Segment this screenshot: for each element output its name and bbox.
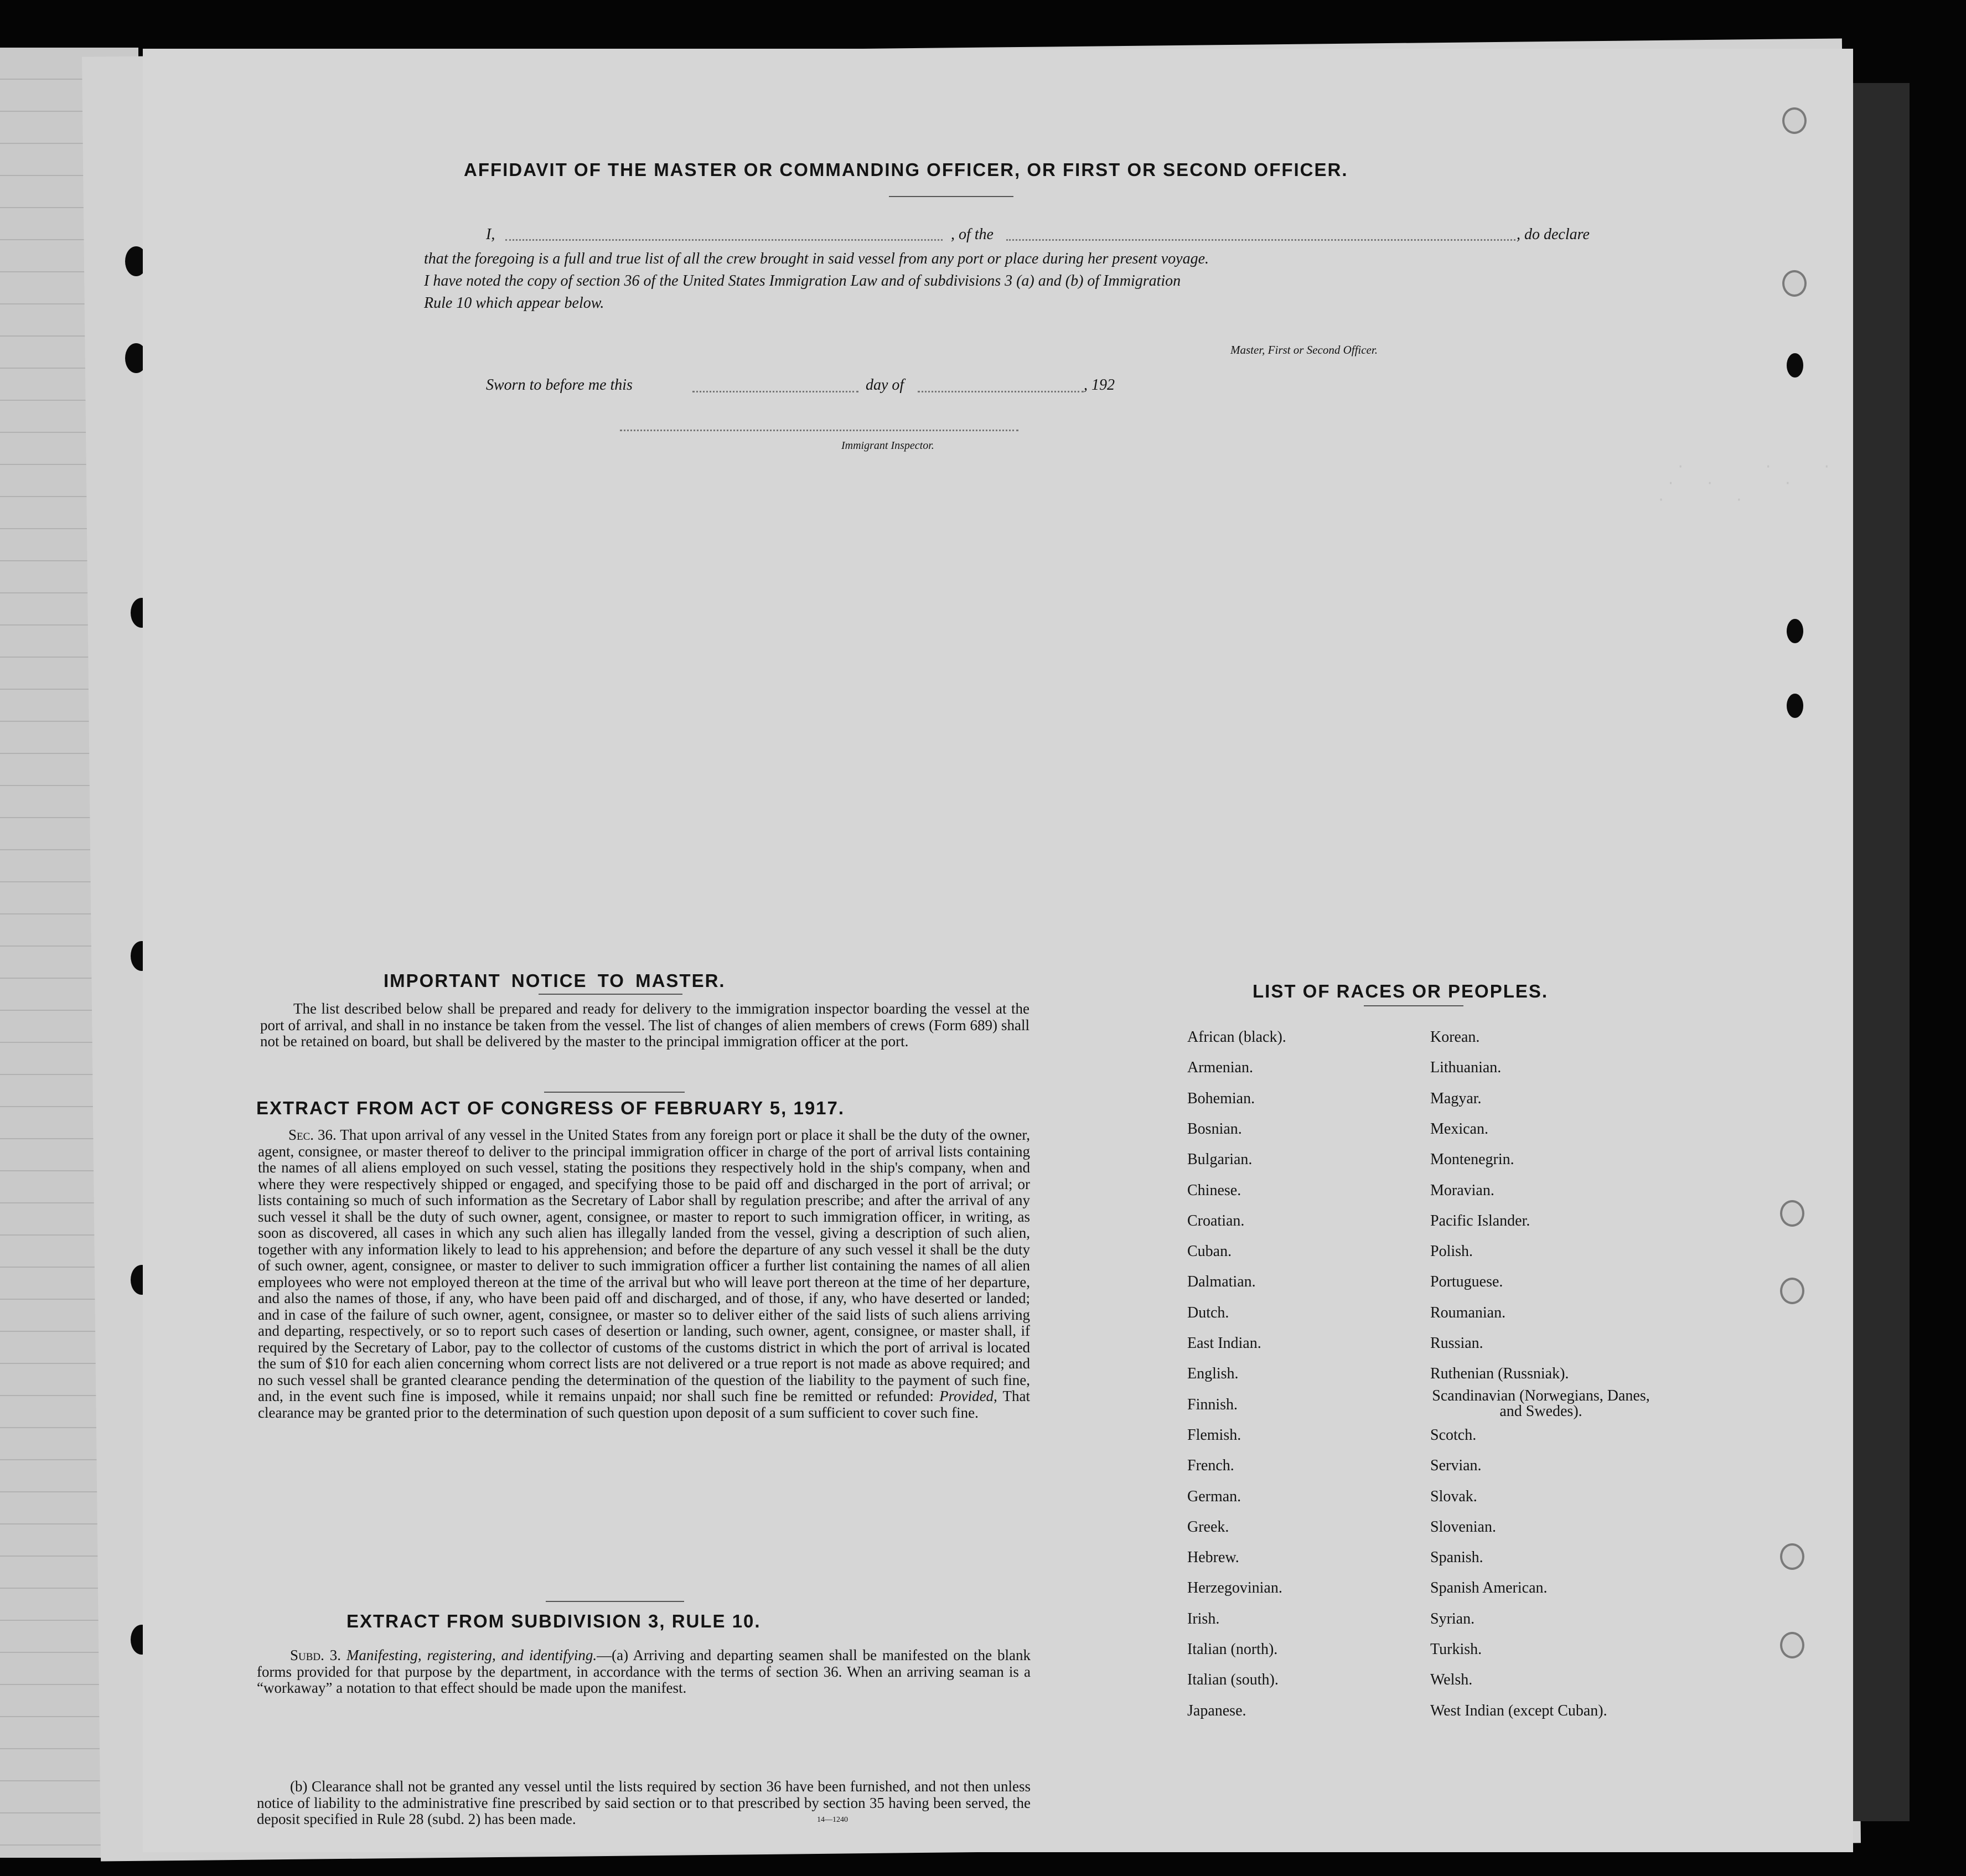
year-label: , 192 <box>1084 376 1115 394</box>
punch-hole <box>1782 107 1807 134</box>
race-list-item: Cuban. <box>1187 1243 1232 1260</box>
extract-act-title: EXTRACT FROM ACT OF CONGRESS OF FEBRUARY 5, 1917. <box>256 1098 845 1118</box>
race-list-item: Croatian. <box>1187 1212 1245 1229</box>
declarant-prefix: I, <box>486 226 495 243</box>
race-list-item: African (black). <box>1187 1029 1286 1046</box>
race-list-item: German. <box>1187 1487 1241 1505</box>
document-page <box>143 49 1853 1852</box>
inspector-caption: Immigrant Inspector. <box>841 440 934 452</box>
extract-act-rule <box>546 1601 684 1602</box>
form-number: 14—1240 <box>817 1816 848 1824</box>
proviso-text: That clearance may be granted prior to the determination of such question upon deposit of a sum sufficient to cover such fine. <box>258 1388 1031 1421</box>
day-of-label: day of <box>866 376 904 394</box>
race-list-item: Armenian. <box>1187 1059 1253 1077</box>
bleed-through-marks: · · · · · · · · <box>1657 458 1833 508</box>
race-list-item: Finnish. <box>1187 1396 1238 1413</box>
race-list-item: Mexican. <box>1430 1120 1488 1138</box>
declaration-line-3: I have noted the copy of section 36 of the United States Immigration Law and of subdivisions 3 (a) and (b) of Immigration <box>424 272 1181 290</box>
race-list-item: Flemish. <box>1187 1426 1241 1444</box>
punch-hole <box>1780 1632 1804 1658</box>
punch-hole <box>1787 619 1803 643</box>
notice-title: IMPORTANT NOTICE TO MASTER. <box>384 970 726 991</box>
race-list-item: English. <box>1187 1365 1239 1383</box>
declaration-line-1 <box>486 226 495 244</box>
race-list-item: Servian. <box>1430 1457 1482 1475</box>
of-the-label: , of the <box>951 226 994 243</box>
punch-hole <box>1782 270 1807 297</box>
races-title-underline <box>1364 1005 1463 1006</box>
race-list-item: Pacific Islander. <box>1430 1212 1530 1229</box>
affidavit-title: AFFIDAVIT OF THE MASTER OR COMMANDING OFFICER, OR FIRST OR SECOND OFFICER. <box>464 159 1348 180</box>
race-list-item: Syrian. <box>1430 1610 1475 1627</box>
section-36-text: That upon arrival of any vessel in the United States from any foreign port or place it shall be the duty of the owner, agent, consignee, or master thereof to deliver to the principal immigration officer in charge of the port of arrival lists containing the names of all aliens employed on such vessel, stating the positions they respectively hold in the ship's company, when and where they were respectively shipped or engaged, and specifying those to be paid off and discharged in the port of arrival; or lists containing so much of such information as the Secretary of Labor shall by regulation prescribe; and after the arrival of any such vessel it shall be the duty of such owner, agent, consignee, or master to report to such immigration officer, in writing, as soon as discovered, all cases in which any such alien has illegally landed from the vessel, giving a description of such alien, together with any information likely to lead to his apprehension; and before the departure of any such vessel it shall be the duty of such owner, agent, consignee, or master to deliver to such immigration officer a further list containing the names of all alien employees who were not employed thereon at the time of the arrival but who will leave port thereon at the time of her departure, and also the names of those, if any, who have been paid off and discharged, and of those, if any, who have deserted or landed; and in case of the failure of such owner, agent, consignee, or master so to deliver either of the said lists of such aliens arriving and departing, respectively, or so to report such cases of desertion or landing, such owner, agent, consignee, or master shall, if required by the Secretary of Labor, pay to the collector of customs of the customs district in which the port of arrival is located the sum of $10 for each alien concerning whom correct lists are not delivered or a true report is not made as above required; and no such vessel shall be granted clearance pending the determination of the question of the liability to the payment of such fine, and, in the event such fine is imposed, while it remains unpaid; nor shall such fine be remitted or refunded: <box>258 1126 1030 1404</box>
master-signature-caption: Master, First or Second Officer. <box>1230 343 1378 356</box>
declaration-line-2: that the foregoing is a full and true list of all the crew brought in said vessel from any port or place during her present voyage. <box>424 250 1209 267</box>
extract-act-text <box>258 1127 1030 1421</box>
race-list-item: Montenegrin. <box>1430 1151 1514 1169</box>
race-list-item: Turkish. <box>1430 1641 1482 1658</box>
race-list-item: Italian (south). <box>1187 1671 1279 1689</box>
race-list-item: Lithuanian. <box>1430 1059 1502 1077</box>
race-list-item: Polish. <box>1430 1243 1473 1260</box>
sworn-day-field[interactable] <box>692 391 858 392</box>
race-list-item: Welsh. <box>1430 1671 1473 1689</box>
race-list-item: Bohemian. <box>1187 1089 1255 1107</box>
race-list-item: French. <box>1187 1457 1234 1475</box>
race-list-item: West Indian (except Cuban). <box>1430 1702 1607 1719</box>
race-list-item: Slovak. <box>1430 1487 1477 1505</box>
declaration-body <box>424 248 1617 314</box>
punch-hole <box>1780 1200 1804 1227</box>
race-list-item: Magyar. <box>1430 1089 1482 1107</box>
race-list-item: Korean. <box>1430 1029 1480 1046</box>
race-list-item: Herzegovinian. <box>1187 1579 1282 1597</box>
extract-rule-para-b: (b) Clearance shall not be granted any vessel until the lists required by section 36 have been furnished, and not then unless notice of liability to the administrative fine prescribed by said section or to that prescribed by section 35 having been served, the deposit specified in Rule 28 (subd. 2) has been made. <box>257 1778 1031 1827</box>
race-list-item: Bulgarian. <box>1187 1151 1253 1169</box>
race-list-item: Moravian. <box>1430 1181 1494 1199</box>
race-list-item: Scotch. <box>1430 1426 1477 1444</box>
declare-label: , do declare <box>1517 226 1590 243</box>
punch-hole <box>1780 1543 1804 1570</box>
race-list-item: Hebrew. <box>1187 1549 1239 1567</box>
race-list-item: Dalmatian. <box>1187 1273 1256 1291</box>
race-list-item: Japanese. <box>1187 1702 1246 1719</box>
punch-hole <box>1787 694 1803 718</box>
race-list-item: East Indian. <box>1187 1335 1261 1352</box>
race-list-item: Bosnian. <box>1187 1120 1242 1138</box>
notice-title-underline <box>539 994 682 995</box>
race-list-item: Scandinavian (Norwegians, Danes, and Swedes). <box>1432 1387 1650 1420</box>
declarant-name-field[interactable] <box>505 239 943 241</box>
punch-hole <box>1780 1278 1804 1304</box>
section-label: Sec. 36. <box>288 1126 337 1143</box>
proviso-word: Provided, <box>939 1388 997 1404</box>
notice-text: The list described below shall be prepared and ready for delivery to the immigration inspector boarding the vessel at the port of arrival, and shall in no instance be taken from the vessel. The list of changes of alien members of crews (Form 689) shall not be retained on board, but shall be delivered by the master to the principal immigration officer at the port. <box>260 1000 1029 1050</box>
race-list-item: Irish. <box>1187 1610 1220 1627</box>
sworn-month-field[interactable] <box>918 391 1084 392</box>
race-list-item: Russian. <box>1430 1335 1483 1352</box>
race-list-item: Chinese. <box>1187 1181 1241 1199</box>
extract-rule-title: EXTRACT FROM SUBDIVISION 3, RULE 10. <box>346 1611 761 1631</box>
vessel-name-field[interactable] <box>1006 239 1515 241</box>
race-list-item: Spanish American. <box>1430 1579 1548 1597</box>
race-list-item: Spanish. <box>1430 1549 1483 1567</box>
race-list-item: Italian (north). <box>1187 1641 1278 1658</box>
subdivision-heading: Manifesting, registering, and identifying. <box>346 1647 597 1663</box>
race-list-item: Dutch. <box>1187 1304 1229 1321</box>
notice-rule <box>544 1092 685 1093</box>
sworn-label: Sworn to before me this <box>486 376 633 394</box>
race-list-item: Portuguese. <box>1430 1273 1503 1291</box>
race-list-item: Roumanian. <box>1430 1304 1506 1321</box>
punch-hole <box>1787 353 1803 378</box>
title-underline <box>889 196 1013 197</box>
inspector-signature-field[interactable] <box>620 430 1018 431</box>
race-list-item: Slovenian. <box>1430 1518 1496 1536</box>
race-list-item: Greek. <box>1187 1518 1229 1536</box>
subdivision-a-text: —(a) Arriving and departing seamen shall be manifested on the blank forms provided for that purpose by the department, in accordance with the terms of section 36. When an arriving seaman is a “workaway” a notation to that effect should be made upon the manifest. <box>257 1647 1031 1696</box>
extract-rule-para-a <box>257 1647 1031 1697</box>
races-title: LIST OF RACES OR PEOPLES. <box>1253 981 1549 1001</box>
declaration-line-4: Rule 10 which appear below. <box>424 294 604 312</box>
race-list-item: Ruthenian (Russniak). <box>1430 1365 1569 1383</box>
subdivision-label: Subd. 3. <box>290 1647 341 1663</box>
